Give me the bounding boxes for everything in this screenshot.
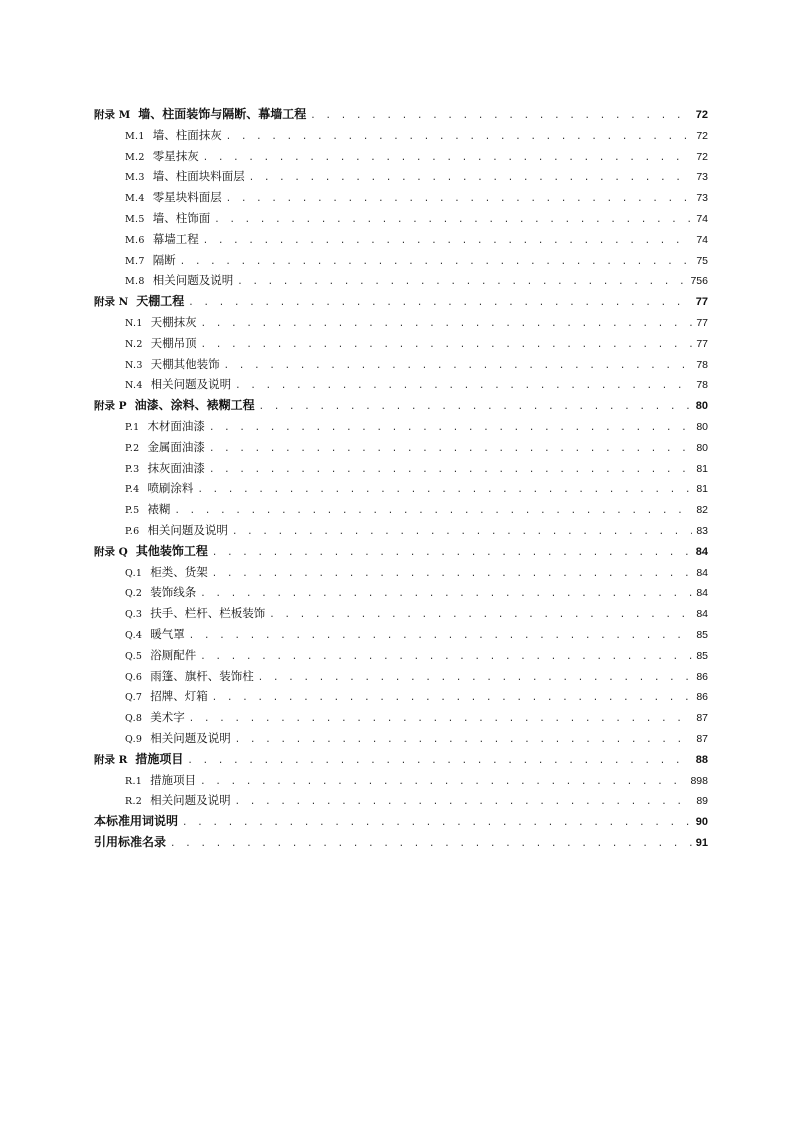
toc-entry-title: 相关问题及说明 bbox=[152, 273, 234, 288]
toc-entry-number: P.4 bbox=[125, 484, 140, 496]
toc-entry-number: M.7 bbox=[125, 255, 145, 267]
toc-entry-title: 浴厕配件 bbox=[150, 647, 197, 662]
toc-section-entry[interactable] bbox=[94, 790, 708, 811]
toc-entry-page-number: 77 bbox=[696, 316, 708, 329]
toc-entry-number: Q.3 bbox=[125, 609, 143, 621]
toc-entry-page-number: 81 bbox=[696, 483, 708, 496]
toc-entry-page-number: 78 bbox=[696, 358, 708, 371]
toc-chapter-entry[interactable] bbox=[94, 749, 708, 770]
dot-leader bbox=[197, 480, 692, 501]
toc-entry-page-number: 80 bbox=[695, 400, 708, 413]
toc-entry-number: Q.7 bbox=[125, 692, 143, 704]
dot-leader bbox=[226, 189, 693, 210]
dot-leader bbox=[212, 688, 693, 709]
toc-section-entry[interactable] bbox=[94, 499, 708, 520]
toc-section-entry[interactable] bbox=[94, 478, 708, 499]
dot-leader bbox=[212, 543, 692, 564]
toc-entry-title: 招牌、灯箱 bbox=[150, 689, 208, 704]
dot-leader bbox=[232, 522, 692, 543]
dot-leader bbox=[201, 314, 693, 335]
toc-entry-title: 零星块料面层 bbox=[152, 190, 222, 205]
toc-entry-title: 裱糊 bbox=[147, 502, 171, 517]
toc-entry-page-number: 74 bbox=[696, 212, 708, 225]
toc-entry-number: Q.9 bbox=[125, 733, 143, 745]
dot-leader bbox=[189, 709, 693, 730]
toc-entry-page-number: 72 bbox=[696, 129, 708, 142]
toc-entry-page-number: 78 bbox=[696, 379, 708, 392]
toc-entry-page-number: 89 bbox=[696, 795, 708, 808]
dot-leader bbox=[189, 626, 693, 647]
toc-entry-page-number: 84 bbox=[696, 608, 708, 621]
toc-section-entry[interactable] bbox=[94, 770, 708, 791]
toc-entry-title: 零星抹灰 bbox=[152, 148, 199, 163]
toc-section-entry[interactable] bbox=[94, 458, 708, 479]
toc-entry-number: P.6 bbox=[125, 525, 140, 537]
table-of-contents bbox=[94, 104, 708, 853]
toc-section-entry[interactable] bbox=[94, 166, 708, 187]
toc-entry-title: 天棚吊顶 bbox=[150, 335, 197, 350]
toc-entry-number: N.4 bbox=[125, 380, 143, 392]
toc-section-entry[interactable] bbox=[94, 707, 708, 728]
toc-entry-number: 附录 Q bbox=[94, 545, 128, 558]
toc-entry-page-number: 86 bbox=[696, 691, 708, 704]
toc-entry-title: 本标准用词说明 bbox=[94, 814, 179, 829]
dot-leader bbox=[203, 148, 693, 169]
toc-entry-page-number: 84 bbox=[695, 545, 708, 558]
toc-entry-page-number: 72 bbox=[696, 150, 708, 163]
toc-entry-number: N.3 bbox=[125, 359, 143, 371]
toc-chapter-entry[interactable] bbox=[94, 832, 708, 853]
dot-leader bbox=[258, 668, 693, 689]
dot-leader bbox=[235, 376, 692, 397]
toc-entry-title: 喷刷涂料 bbox=[147, 481, 194, 496]
dot-leader bbox=[214, 210, 692, 231]
dot-leader bbox=[212, 564, 693, 585]
dot-leader bbox=[237, 272, 686, 293]
toc-entry-title: 措施项目 bbox=[150, 772, 197, 787]
toc-section-entry[interactable] bbox=[94, 208, 708, 229]
toc-entry-number: Q.2 bbox=[125, 588, 143, 600]
toc-entry-number: Q.6 bbox=[125, 671, 143, 683]
toc-section-entry[interactable] bbox=[94, 125, 708, 146]
toc-entry-title: 相关问题及说明 bbox=[150, 377, 232, 392]
toc-entry-title: 墙、柱面装饰与隔断、幕墙工程 bbox=[138, 107, 307, 121]
toc-section-entry[interactable] bbox=[94, 728, 708, 749]
toc-entry-page-number: 87 bbox=[696, 712, 708, 725]
dot-leader bbox=[180, 252, 693, 273]
dot-leader bbox=[310, 106, 691, 127]
dot-leader bbox=[188, 293, 691, 314]
toc-entry-number: M.4 bbox=[125, 193, 145, 205]
toc-entry-number: M.1 bbox=[125, 130, 145, 142]
toc-chapter-entry[interactable] bbox=[94, 395, 708, 416]
toc-entry-title: 墙、柱饰面 bbox=[152, 210, 211, 225]
toc-section-entry[interactable] bbox=[94, 229, 708, 250]
toc-section-entry[interactable] bbox=[94, 686, 708, 707]
toc-entry-number: N.2 bbox=[125, 338, 143, 350]
dot-leader bbox=[259, 397, 692, 418]
toc-entry-number: R.1 bbox=[125, 775, 143, 787]
toc-entry-page-number: 898 bbox=[690, 774, 708, 787]
toc-entry-title: 金属面油漆 bbox=[147, 439, 205, 454]
toc-entry-page-number: 91 bbox=[695, 836, 708, 849]
toc-chapter-entry[interactable] bbox=[94, 104, 708, 125]
toc-entry-number: P.1 bbox=[125, 421, 140, 433]
toc-chapter-entry[interactable] bbox=[94, 291, 708, 312]
toc-entry-number: P.3 bbox=[125, 463, 140, 475]
dot-leader bbox=[170, 834, 692, 855]
toc-entry-title: 墙、柱面抹灰 bbox=[152, 127, 222, 142]
dot-leader bbox=[201, 335, 693, 356]
toc-entry-title: 措施项目 bbox=[135, 751, 184, 766]
toc-section-entry[interactable] bbox=[94, 582, 708, 603]
dot-leader bbox=[187, 751, 691, 772]
toc-section-entry[interactable] bbox=[94, 645, 708, 666]
toc-entry-page-number: 85 bbox=[696, 649, 708, 662]
toc-entry-page-number: 88 bbox=[695, 753, 708, 766]
dot-leader bbox=[235, 792, 693, 813]
toc-entry-number: R.2 bbox=[125, 796, 143, 808]
toc-entry-title: 天棚抹灰 bbox=[150, 314, 197, 329]
dot-leader bbox=[209, 460, 692, 481]
toc-entry-number: N.1 bbox=[125, 317, 143, 329]
toc-entry-number: Q.1 bbox=[125, 567, 143, 579]
toc-entry-number: M.6 bbox=[125, 234, 145, 246]
toc-entry-page-number: 81 bbox=[696, 462, 708, 475]
toc-entry-title: 相关问题及说明 bbox=[147, 522, 228, 537]
toc-entry-number: Q.4 bbox=[125, 629, 143, 641]
toc-entry-number: P.5 bbox=[125, 505, 140, 517]
toc-entry-number: Q.8 bbox=[125, 713, 143, 725]
toc-entry-number: 附录 N bbox=[94, 296, 129, 309]
toc-entry-number: Q.5 bbox=[125, 650, 143, 662]
dot-leader bbox=[182, 813, 692, 834]
toc-entry-page-number: 84 bbox=[696, 566, 708, 579]
toc-entry-title: 相关问题及说明 bbox=[150, 793, 231, 808]
toc-entry-page-number: 85 bbox=[696, 628, 708, 641]
toc-entry-title: 相关问题及说明 bbox=[150, 730, 231, 745]
toc-section-entry[interactable] bbox=[94, 270, 708, 291]
dot-leader bbox=[200, 772, 686, 793]
dot-leader bbox=[226, 127, 693, 148]
toc-entry-title: 美术字 bbox=[150, 710, 185, 725]
toc-section-entry[interactable] bbox=[94, 333, 708, 354]
toc-entry-title: 扶手、栏杆、栏板装饰 bbox=[150, 606, 266, 621]
dot-leader bbox=[269, 605, 692, 626]
toc-entry-title: 木材面油漆 bbox=[147, 418, 205, 433]
toc-entry-title: 幕墙工程 bbox=[152, 231, 199, 246]
toc-section-entry[interactable] bbox=[94, 416, 708, 437]
toc-entry-page-number: 83 bbox=[696, 524, 708, 537]
toc-section-entry[interactable] bbox=[94, 520, 708, 541]
toc-entry-page-number: 73 bbox=[696, 171, 708, 184]
toc-entry-number: 附录 M bbox=[94, 109, 131, 121]
toc-entry-title: 天棚其他装饰 bbox=[150, 356, 220, 371]
dot-leader bbox=[249, 168, 693, 189]
toc-entry-title: 油漆、涂料、裱糊工程 bbox=[134, 398, 255, 413]
toc-entry-page-number: 82 bbox=[696, 504, 708, 517]
dot-leader bbox=[209, 439, 692, 460]
toc-entry-page-number: 86 bbox=[696, 670, 708, 683]
toc-chapter-entry[interactable] bbox=[94, 541, 708, 562]
toc-entry-title: 雨篷、旗杆、装饰柱 bbox=[150, 668, 254, 683]
toc-entry-page-number: 74 bbox=[696, 233, 708, 246]
toc-entry-page-number: 73 bbox=[696, 192, 708, 205]
toc-entry-page-number: 84 bbox=[696, 587, 708, 600]
toc-entry-number: 附录 P bbox=[94, 400, 127, 413]
toc-entry-title: 其他装饰工程 bbox=[135, 543, 208, 558]
toc-section-entry[interactable] bbox=[94, 374, 708, 395]
toc-entry-title: 天棚工程 bbox=[136, 294, 185, 309]
toc-entry-number: 附录 R bbox=[94, 753, 128, 766]
toc-entry-page-number: 75 bbox=[696, 254, 708, 267]
toc-section-entry[interactable] bbox=[94, 146, 708, 167]
toc-entry-page-number: 756 bbox=[690, 275, 708, 288]
toc-entry-title: 隔断 bbox=[152, 252, 176, 267]
toc-section-entry[interactable] bbox=[94, 354, 708, 375]
toc-entry-page-number: 80 bbox=[696, 420, 708, 433]
toc-entry-page-number: 77 bbox=[695, 296, 708, 309]
toc-entry-title: 暖气罩 bbox=[150, 626, 185, 641]
toc-entry-page-number: 77 bbox=[696, 337, 708, 350]
dot-leader bbox=[200, 584, 692, 605]
toc-section-entry[interactable] bbox=[94, 312, 708, 333]
toc-entry-page-number: 87 bbox=[696, 732, 708, 745]
dot-leader bbox=[235, 730, 693, 751]
toc-entry-number: M.3 bbox=[125, 172, 145, 184]
toc-entry-title: 墙、柱面块料面层 bbox=[152, 169, 245, 184]
toc-entry-number: M.8 bbox=[125, 276, 145, 288]
toc-section-entry[interactable] bbox=[94, 603, 708, 624]
toc-entry-title: 装饰线条 bbox=[150, 585, 197, 600]
toc-section-entry[interactable] bbox=[94, 250, 708, 271]
dot-leader bbox=[200, 647, 692, 668]
toc-entry-title: 引用标准名录 bbox=[94, 834, 167, 849]
dot-leader bbox=[209, 418, 692, 439]
dot-leader bbox=[224, 356, 693, 377]
toc-section-entry[interactable] bbox=[94, 187, 708, 208]
toc-entry-title: 抹灰面油漆 bbox=[147, 460, 205, 475]
toc-entry-page-number: 80 bbox=[696, 441, 708, 454]
toc-section-entry[interactable] bbox=[94, 624, 708, 645]
dot-leader bbox=[174, 501, 692, 522]
toc-section-entry[interactable] bbox=[94, 666, 708, 687]
toc-entry-title: 柜类、货架 bbox=[150, 564, 208, 579]
toc-entry-page-number: 90 bbox=[695, 816, 708, 829]
toc-entry-page-number: 72 bbox=[695, 109, 708, 121]
toc-entry-number: M.5 bbox=[125, 213, 145, 225]
toc-entry-number: P.2 bbox=[125, 442, 140, 454]
toc-section-entry[interactable] bbox=[94, 562, 708, 583]
toc-chapter-entry[interactable] bbox=[94, 811, 708, 832]
toc-entry-number: M.2 bbox=[125, 151, 145, 163]
toc-section-entry[interactable] bbox=[94, 437, 708, 458]
dot-leader bbox=[203, 231, 693, 252]
